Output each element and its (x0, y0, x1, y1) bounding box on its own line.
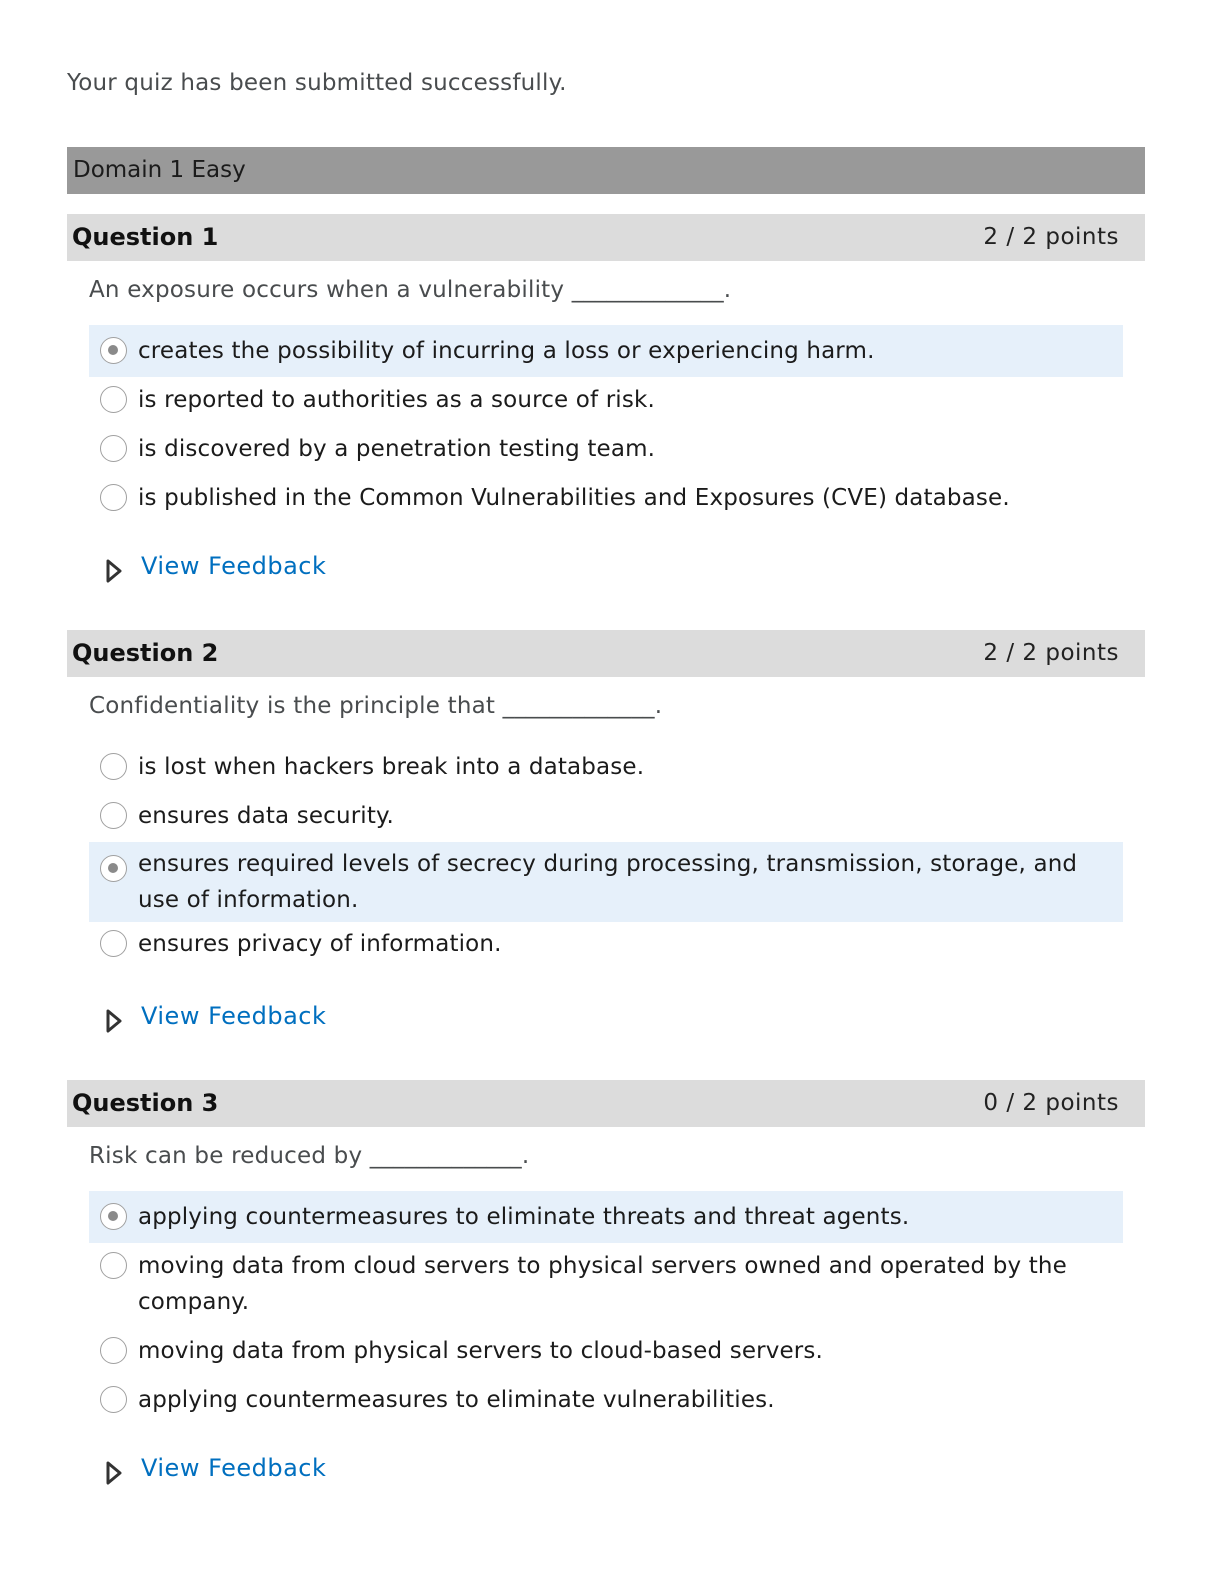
answer-options (89, 741, 1123, 964)
answer-option (89, 787, 1123, 836)
question-points: 2 / 2 points (983, 640, 1119, 666)
answer-option (89, 1322, 1123, 1371)
question-block (67, 1080, 1145, 1490)
radio-unselected-icon (100, 435, 127, 462)
answer-option-label: applying countermeasures to eliminate vulnerabilities. (138, 1387, 775, 1413)
answer-option-label: is published in the Common Vulnerabilities and Exposures (CVE) database. (138, 485, 1010, 511)
answer-option-label: moving data from physical servers to cloud-based servers. (138, 1338, 823, 1364)
radio-selected-icon (100, 855, 127, 882)
submission-confirmation: Your quiz has been submitted successfully. (67, 70, 567, 96)
answer-option (89, 741, 1123, 787)
answer-option (89, 325, 1123, 377)
answer-option-label: creates the possibility of incurring a loss or experiencing harm. (138, 338, 875, 364)
answer-option (89, 469, 1123, 518)
answer-option (89, 1243, 1123, 1322)
question-block (67, 214, 1145, 588)
view-feedback-link[interactable]: View Feedback (141, 1454, 327, 1482)
triangle-right-icon (105, 1008, 123, 1034)
radio-selected-icon (100, 337, 127, 364)
view-feedback-toggle[interactable] (89, 998, 1145, 1038)
radio-unselected-icon (100, 484, 127, 511)
answer-option (89, 922, 1123, 964)
question-header (67, 630, 1145, 677)
answer-option (89, 420, 1123, 469)
answer-option-label: ensures privacy of information. (138, 931, 502, 957)
question-header (67, 214, 1145, 261)
triangle-right-icon (105, 1460, 123, 1486)
view-feedback-toggle[interactable] (89, 548, 1145, 588)
answer-options (89, 1191, 1123, 1420)
radio-unselected-icon (100, 386, 127, 413)
question-header (67, 1080, 1145, 1127)
triangle-right-icon (105, 558, 123, 584)
answer-option-label: moving data from cloud servers to physical servers owned and operated by the company. (138, 1253, 1067, 1315)
answer-option (89, 842, 1123, 922)
radio-unselected-icon (100, 1386, 127, 1413)
answer-option-label: applying countermeasures to eliminate threats and threat agents. (138, 1204, 910, 1230)
question-title: Question 1 (72, 223, 219, 251)
radio-selected-icon (100, 1203, 127, 1230)
question-text: An exposure occurs when a vulnerability _____________. (89, 277, 732, 303)
view-feedback-link[interactable]: View Feedback (141, 1002, 327, 1030)
radio-unselected-icon (100, 1337, 127, 1364)
question-text: Risk can be reduced by _____________. (89, 1143, 530, 1169)
answer-option-label: ensures data security. (138, 803, 394, 829)
answer-option-label: is reported to authorities as a source of risk. (138, 387, 655, 413)
radio-unselected-icon (100, 802, 127, 829)
answer-option-label: ensures required levels of secrecy during processing, transmission, storage, and use of information. (138, 851, 1078, 913)
view-feedback-toggle[interactable] (89, 1450, 1145, 1490)
view-feedback-link[interactable]: View Feedback (141, 552, 327, 580)
section-header (67, 147, 1145, 194)
question-points: 2 / 2 points (983, 224, 1119, 250)
radio-unselected-icon (100, 930, 127, 957)
radio-unselected-icon (100, 1252, 127, 1279)
question-title: Question 2 (72, 639, 219, 667)
answer-option (89, 1371, 1123, 1420)
answer-option (89, 1191, 1123, 1243)
answer-options (89, 325, 1123, 518)
answer-option-label: is discovered by a penetration testing team. (138, 436, 656, 462)
question-text: Confidentiality is the principle that _____________. (89, 693, 663, 719)
section-title: Domain 1 Easy (73, 157, 246, 183)
question-block (67, 630, 1145, 1038)
answer-option (89, 377, 1123, 420)
answer-option-label: is lost when hackers break into a database. (138, 754, 645, 780)
question-title: Question 3 (72, 1089, 219, 1117)
question-points: 0 / 2 points (983, 1090, 1119, 1116)
radio-unselected-icon (100, 753, 127, 780)
